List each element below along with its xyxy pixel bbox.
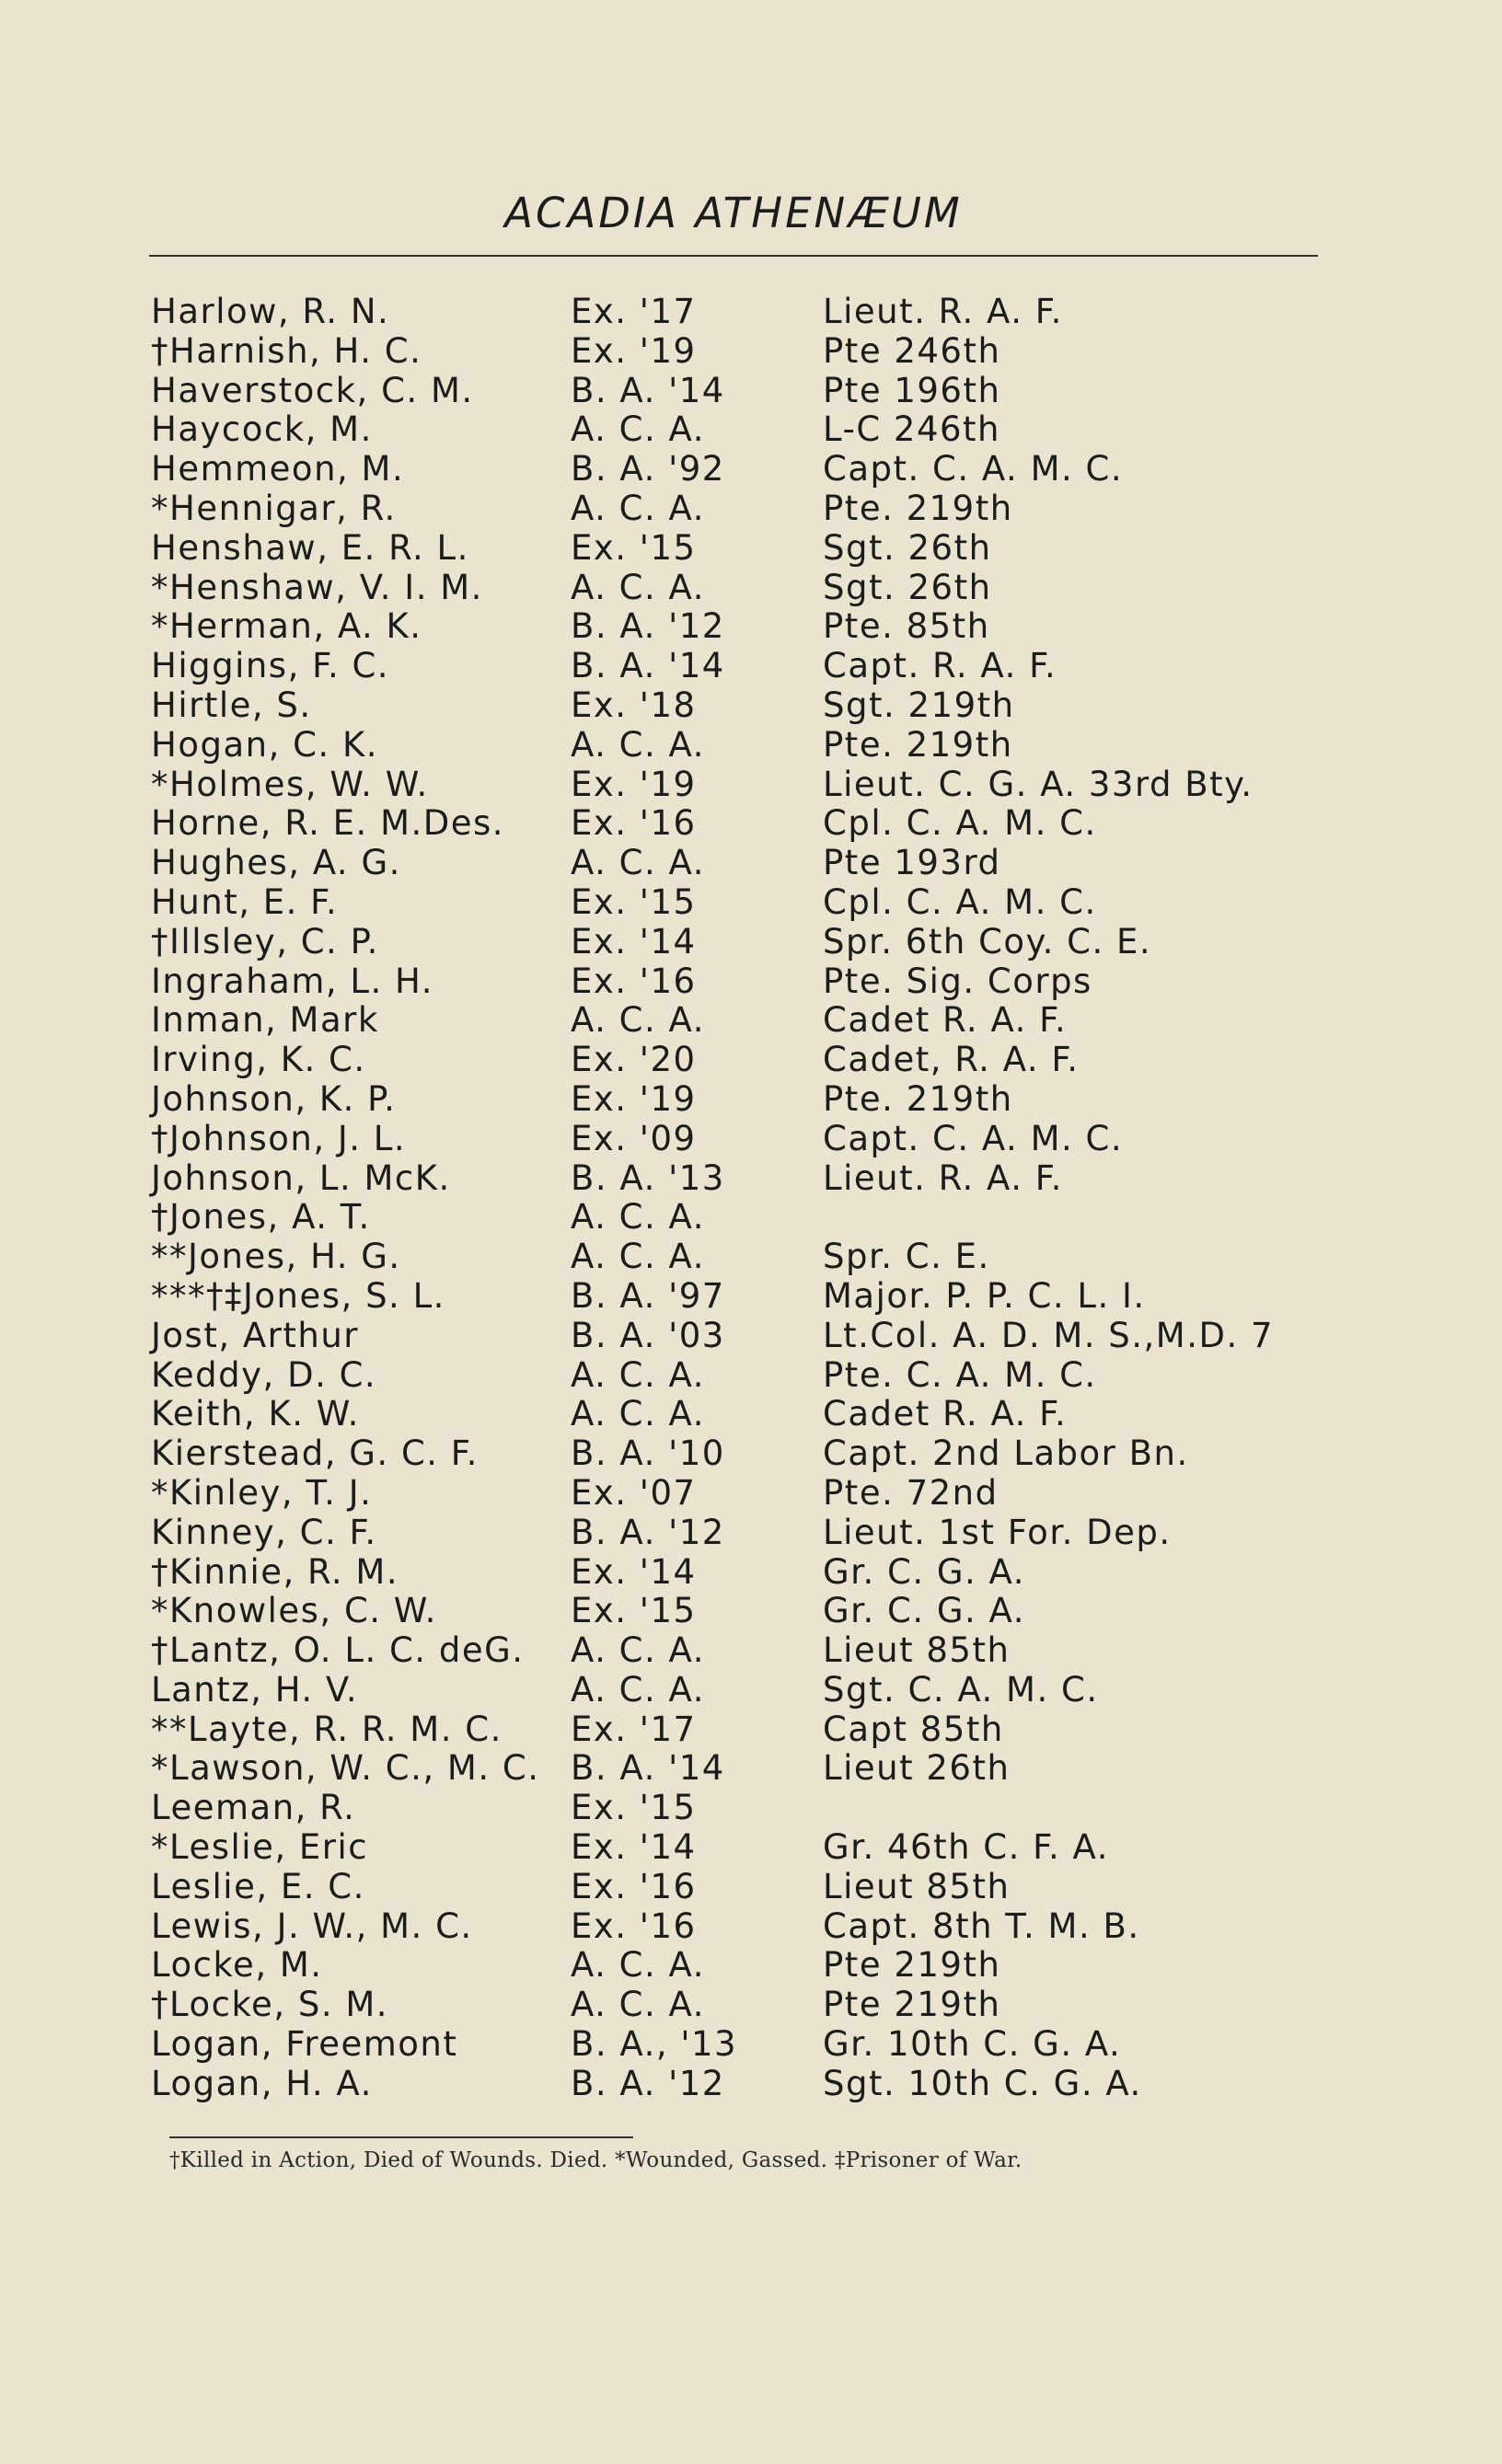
entry-degree: B. A. '14 — [571, 370, 725, 410]
entry-name: *Leslie, Eric — [151, 1827, 369, 1868]
entry-service: Pte 246th — [823, 330, 1001, 371]
roster-row — [149, 962, 1346, 1002]
roster-row — [149, 1514, 1346, 1553]
entry-degree: A. C. A. — [571, 1669, 705, 1710]
page-title: ACADIA ATHENÆUM — [504, 189, 963, 237]
roster-row — [149, 1395, 1346, 1434]
roster-row — [149, 1434, 1346, 1474]
entry-degree: B. A. '03 — [571, 1315, 725, 1355]
entry-name: Johnson, K. P. — [151, 1078, 397, 1119]
entry-degree: Ex. '19 — [571, 1078, 697, 1119]
entry-name: **Jones, H. G. — [151, 1237, 401, 1277]
entry-name: Lewis, J. W., M. C. — [151, 1906, 473, 1946]
entry-name: *Herman, A. K. — [151, 606, 422, 647]
entry-service: Pte. 219th — [823, 488, 1013, 528]
entry-service: Capt. 8th T. M. B. — [823, 1906, 1140, 1946]
entry-name: †Locke, S. M. — [151, 1985, 389, 2025]
entry-degree: A. C. A. — [571, 843, 705, 883]
roster-row — [149, 1907, 1346, 1947]
entry-degree: B. A. '12 — [571, 2063, 725, 2103]
entry-service: Lieut. C. G. A. 33rd Bty. — [823, 764, 1254, 804]
entry-name: Keith, K. W. — [151, 1394, 360, 1434]
roster-row — [149, 1120, 1346, 1159]
entry-service: Cadet R. A. F. — [823, 1000, 1068, 1041]
entry-degree: Ex. '16 — [571, 803, 697, 844]
roster-row — [149, 1631, 1346, 1671]
entry-name: *Hennigar, R. — [151, 488, 397, 528]
entry-service: Gr. 10th C. G. A. — [823, 2024, 1122, 2065]
entry-name: Henshaw, E. R. L. — [151, 527, 469, 568]
entry-degree: A. C. A. — [571, 1985, 705, 2025]
entry-degree: Ex. '14 — [571, 1551, 697, 1592]
entry-degree: A. C. A. — [571, 567, 705, 607]
entry-degree: Ex. '14 — [571, 921, 697, 961]
entry-name: Hirtle, S. — [151, 685, 312, 725]
entry-service: Cpl. C. A. M. C. — [823, 881, 1097, 922]
entry-degree: Ex. '09 — [571, 1118, 697, 1158]
roster-row — [149, 529, 1346, 569]
roster-row — [149, 923, 1346, 962]
entry-name: Haverstock, C. M. — [151, 370, 474, 410]
entry-service: Gr. C. G. A. — [823, 1591, 1025, 1631]
roster-row — [149, 2025, 1346, 2065]
entry-name: *Knowles, C. W. — [151, 1591, 437, 1631]
entry-service: Pte. 85th — [823, 606, 990, 647]
entry-degree: B. A. '12 — [571, 1512, 725, 1552]
roster-row — [149, 2065, 1346, 2104]
entry-degree: A. C. A. — [571, 1237, 705, 1277]
entry-service: Gr. 46th C. F. A. — [823, 1827, 1109, 1868]
roster-row — [149, 1553, 1346, 1593]
entry-service: Capt 85th — [823, 1709, 1004, 1749]
entry-degree: Ex. '16 — [571, 1866, 697, 1906]
entry-name: †Harnish, H. C. — [151, 330, 422, 371]
entry-degree: B. A., '13 — [571, 2024, 738, 2065]
entry-name: Lantz, H. V. — [151, 1669, 359, 1710]
footnote: †Killed in Action, Died of Wounds. Died. *Wounded, Gassed. ‡Prisoner of War. — [169, 2148, 1023, 2172]
roster-row — [149, 804, 1346, 844]
entry-service: Sgt. C. A. M. C. — [823, 1669, 1099, 1710]
roster-row — [149, 1356, 1346, 1396]
entry-service: Capt. C. A. M. C. — [823, 1118, 1124, 1158]
entry-service: Pte. 219th — [823, 1078, 1013, 1119]
entry-degree: Ex. '17 — [571, 292, 697, 331]
entry-degree: A. C. A. — [571, 409, 705, 450]
roster-row — [149, 1317, 1346, 1356]
roster-list — [149, 293, 1346, 2104]
entry-degree: Ex. '19 — [571, 330, 697, 371]
entry-name: Kinney, C. F. — [151, 1512, 377, 1552]
entry-name: Leeman, R. — [151, 1788, 356, 1828]
entry-service: L-C 246th — [823, 409, 1000, 450]
roster-row — [149, 1277, 1346, 1317]
entry-service: Lieut 26th — [823, 1748, 1011, 1789]
entry-service: Lt.Col. A. D. M. S.,M.D. 7 — [823, 1315, 1275, 1355]
entry-degree: A. C. A. — [571, 1197, 705, 1238]
roster-row — [149, 766, 1346, 805]
entry-service: Cadet R. A. F. — [823, 1394, 1068, 1434]
entry-name: *Holmes, W. W. — [151, 764, 429, 804]
roster-row — [149, 726, 1346, 766]
entry-name: Horne, R. E. M.Des. — [151, 803, 505, 844]
entry-degree: Ex. '15 — [571, 1788, 697, 1828]
entry-name: **Layte, R. R. M. C. — [151, 1709, 503, 1749]
entry-name: Locke, M. — [151, 1945, 323, 1986]
entry-degree: B. A. '10 — [571, 1433, 725, 1474]
entry-service: Sgt. 10th C. G. A. — [823, 2063, 1142, 2103]
entry-name: *Henshaw, V. I. M. — [151, 567, 483, 607]
entry-degree: Ex. '16 — [571, 961, 697, 1001]
entry-service: Spr. C. E. — [823, 1237, 990, 1277]
entry-name: *Kinley, T. J. — [151, 1472, 373, 1513]
roster-row — [149, 1868, 1346, 1907]
entry-degree: Ex. '15 — [571, 881, 697, 922]
entry-name: Ingraham, L. H. — [151, 961, 433, 1001]
roster-row — [149, 372, 1346, 411]
entry-service: Capt. R. A. F. — [823, 646, 1057, 686]
roster-row — [149, 1001, 1346, 1041]
entry-name: †Kinnie, R. M. — [151, 1551, 399, 1592]
entry-service: Sgt. 26th — [823, 567, 992, 607]
roster-row — [149, 1710, 1346, 1750]
entry-degree: A. C. A. — [571, 1000, 705, 1041]
entry-name: †Johnson, J. L. — [151, 1118, 407, 1158]
entry-name: Johnson, L. McK. — [151, 1157, 451, 1198]
entry-degree: Ex. '15 — [571, 527, 697, 568]
entry-name: Hemmeon, M. — [151, 449, 405, 489]
entry-service: Capt. C. A. M. C. — [823, 449, 1124, 489]
entry-service: Pte 219th — [823, 1985, 1001, 2025]
roster-row — [149, 1080, 1346, 1120]
entry-service: Pte. 72nd — [823, 1472, 999, 1513]
roster-row — [149, 883, 1346, 923]
roster-row — [149, 1041, 1346, 1080]
entry-name: Irving, K. C. — [151, 1040, 366, 1080]
roster-row — [149, 1946, 1346, 1986]
entry-degree: B. A. '97 — [571, 1275, 725, 1316]
header-rule — [149, 255, 1318, 257]
footnote-rule — [169, 2136, 633, 2138]
entry-service: Pte 193rd — [823, 843, 1001, 883]
entry-service: Spr. 6th Coy. C. E. — [823, 921, 1152, 961]
entry-service: Pte 219th — [823, 1945, 1001, 1986]
entry-service: Pte. C. A. M. C. — [823, 1354, 1097, 1395]
roster-row — [149, 1986, 1346, 2025]
roster-row — [149, 1198, 1346, 1238]
entry-name: Keddy, D. C. — [151, 1354, 377, 1395]
roster-row — [149, 647, 1346, 686]
entry-degree: B. A. '14 — [571, 1748, 725, 1789]
entry-degree: A. C. A. — [571, 1394, 705, 1434]
entry-degree: Ex. '19 — [571, 764, 697, 804]
roster-row — [149, 332, 1346, 372]
entry-degree: A. C. A. — [571, 1630, 705, 1671]
entry-name: Hughes, A. G. — [151, 843, 401, 883]
entry-name: †Illsley, C. P. — [151, 921, 379, 961]
roster-row — [149, 844, 1346, 883]
entry-degree: B. A. '13 — [571, 1157, 725, 1198]
entry-service: Pte. 219th — [823, 724, 1013, 765]
entry-service: Sgt. 219th — [823, 685, 1015, 725]
entry-name: Kierstead, G. C. F. — [151, 1433, 479, 1474]
entry-service: Capt. 2nd Labor Bn. — [823, 1433, 1189, 1474]
entry-service: Pte. Sig. Corps — [823, 961, 1092, 1001]
entry-name: †Jones, A. T. — [151, 1197, 371, 1238]
entry-degree: Ex. '16 — [571, 1906, 697, 1946]
roster-row — [149, 450, 1346, 489]
entry-degree: Ex. '07 — [571, 1472, 697, 1513]
roster-row — [149, 1474, 1346, 1514]
entry-service: Lieut 85th — [823, 1630, 1011, 1671]
entry-degree: B. A. '12 — [571, 606, 725, 647]
entry-name: Hunt, E. F. — [151, 881, 339, 922]
roster-row — [149, 1671, 1346, 1710]
entry-service: Lieut 85th — [823, 1866, 1011, 1906]
entry-name: Leslie, E. C. — [151, 1866, 365, 1906]
roster-row — [149, 410, 1346, 450]
entry-name: Logan, H. A. — [151, 2063, 373, 2103]
entry-degree: B. A. '14 — [571, 646, 725, 686]
entry-service: Gr. C. G. A. — [823, 1551, 1025, 1592]
entry-degree: B. A. '92 — [571, 449, 725, 489]
roster-row — [149, 1789, 1346, 1828]
entry-service: Major. P. P. C. L. I. — [823, 1275, 1146, 1316]
entry-service: Cadet, R. A. F. — [823, 1040, 1080, 1080]
roster-row — [149, 293, 1346, 332]
entry-service: Lieut. 1st For. Dep. — [823, 1512, 1172, 1552]
roster-row — [149, 1238, 1346, 1277]
entry-service: Cpl. C. A. M. C. — [823, 803, 1097, 844]
entry-degree: Ex. '14 — [571, 1827, 697, 1868]
entry-degree: Ex. '20 — [571, 1040, 697, 1080]
roster-row — [149, 607, 1346, 647]
roster-row — [149, 1592, 1346, 1631]
entry-name: Logan, Freemont — [151, 2024, 458, 2065]
entry-degree: A. C. A. — [571, 488, 705, 528]
entry-name: Harlow, R. N. — [151, 292, 390, 331]
entry-name: ***†‡Jones, S. L. — [151, 1275, 445, 1316]
entry-name: Inman, Mark — [151, 1000, 379, 1041]
entry-service: Pte 196th — [823, 370, 1001, 410]
entry-degree: Ex. '15 — [571, 1591, 697, 1631]
entry-service: Lieut. R. A. F. — [823, 1157, 1063, 1198]
entry-name: *Lawson, W. C., M. C. — [151, 1748, 540, 1789]
entry-degree: A. C. A. — [571, 1945, 705, 1986]
roster-row — [149, 1828, 1346, 1868]
roster-row — [149, 686, 1346, 726]
roster-row — [149, 489, 1346, 529]
entry-degree: Ex. '18 — [571, 685, 697, 725]
roster-row — [149, 1159, 1346, 1199]
entry-name: Hogan, C. K. — [151, 724, 378, 765]
entry-service: Lieut. R. A. F. — [823, 292, 1063, 331]
entry-name: †Lantz, O. L. C. deG. — [151, 1630, 525, 1671]
entry-degree: Ex. '17 — [571, 1709, 697, 1749]
entry-name: Jost, Arthur — [151, 1315, 359, 1355]
roster-row — [149, 1749, 1346, 1789]
entry-degree: A. C. A. — [571, 1354, 705, 1395]
roster-row — [149, 569, 1346, 608]
entry-name: Higgins, F. C. — [151, 646, 390, 686]
entry-degree: A. C. A. — [571, 724, 705, 765]
entry-service: Sgt. 26th — [823, 527, 992, 568]
entry-name: Haycock, M. — [151, 409, 373, 450]
